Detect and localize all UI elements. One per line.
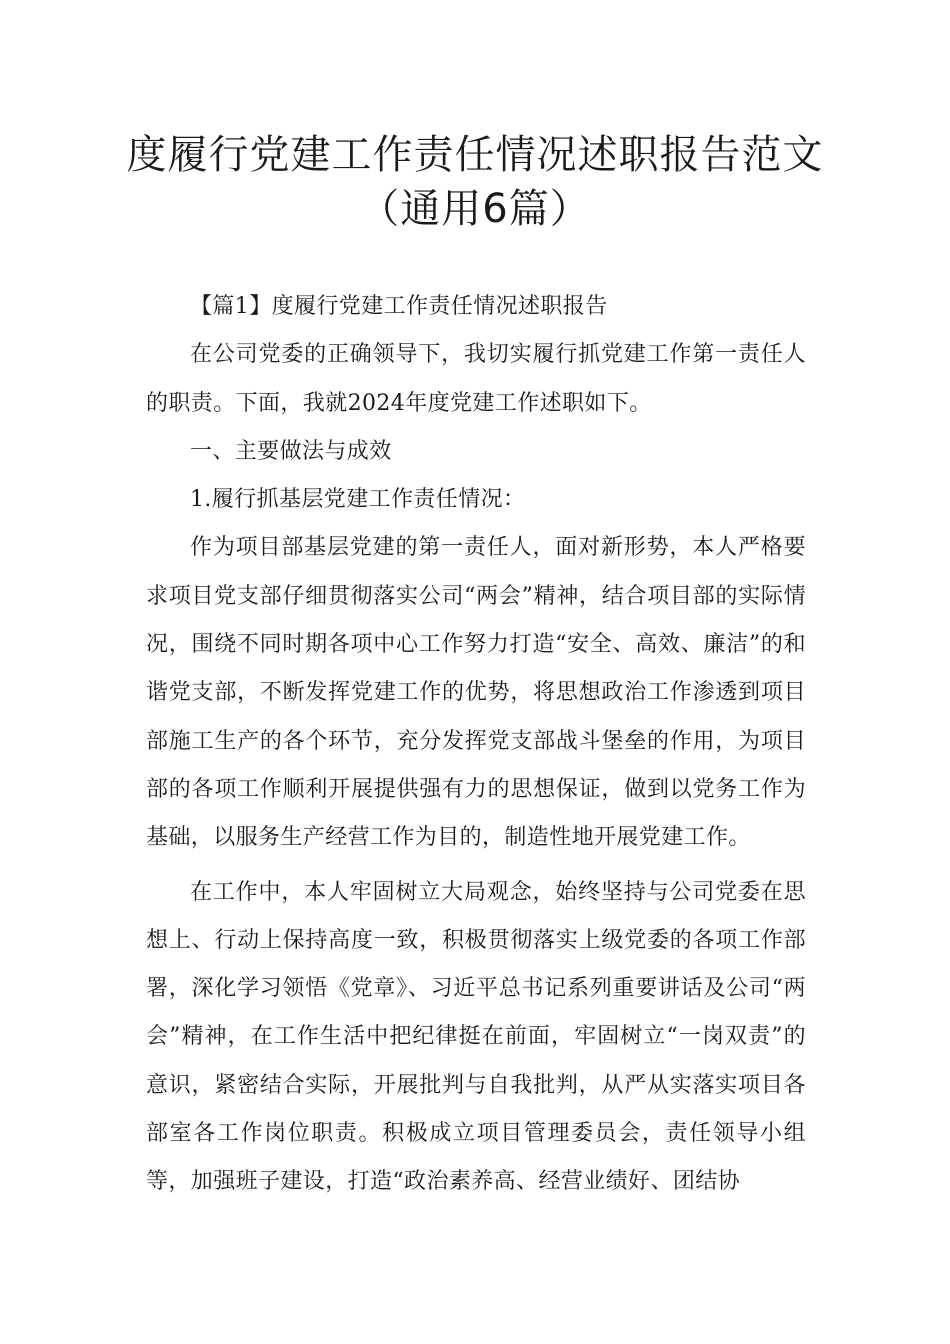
section-heading: 【篇1】度履行党建工作责任情况述职报告: [190, 294, 608, 319]
title-line-2: （通用6篇）: [359, 186, 591, 232]
title-line-1: 度履行党建工作责任情况述职报告范文: [126, 132, 824, 178]
body-paragraph: 作为项目部基层党建的第一责任人，面对新形势，本人严格要求项目党支部仔细贯彻落实公司“两会”精神，结合项目部的实际情况，围绕不同时期各项中心工作努力打造“安全、高效、廉洁”的和谐党支部，不断发挥党建工作的优势，将思想政治工作渗透到项目部施工生产的各个环节，充分发挥党支部战斗堡垒的作用，为项目部的各项工作顺利开展提供强有力的思想保证，做到以党务工作为基础，以服务生产经营工作为目的，制造性地开展党建工作。: [146, 535, 806, 851]
document-title: [0, 128, 950, 236]
document-body: [146, 283, 806, 1207]
subheading-1: 一、主要做法与成效: [190, 438, 392, 464]
subheading-2: 1.履行抓基层党建工作责任情况：: [190, 487, 526, 513]
body-paragraph: 在工作中，本人牢固树立大局观念，始终坚持与公司党委在思想上、行动上保持高度一致，积极贯彻落实上级党委的各项工作部署，深化学习领悟《党章》、习近平总书记系列重要讲话及公司“两会”精神，在工作生活中把纪律挺在前面，牢固树立“一岗双责”的意识，紧密结合实际，开展批判与自我批判，从严从实落实项目各部室各工作岗位职责。积极成立项目管理委员会，责任领导小组等，加强班子建设，打造“政治素养高、经营业绩好、团结协: [146, 879, 806, 1195]
intro-paragraph: 在公司党委的正确领导下，我切实履行抓党建工作第一责任人的职责。下面，我就2024年度党建工作述职如下。: [146, 342, 806, 416]
